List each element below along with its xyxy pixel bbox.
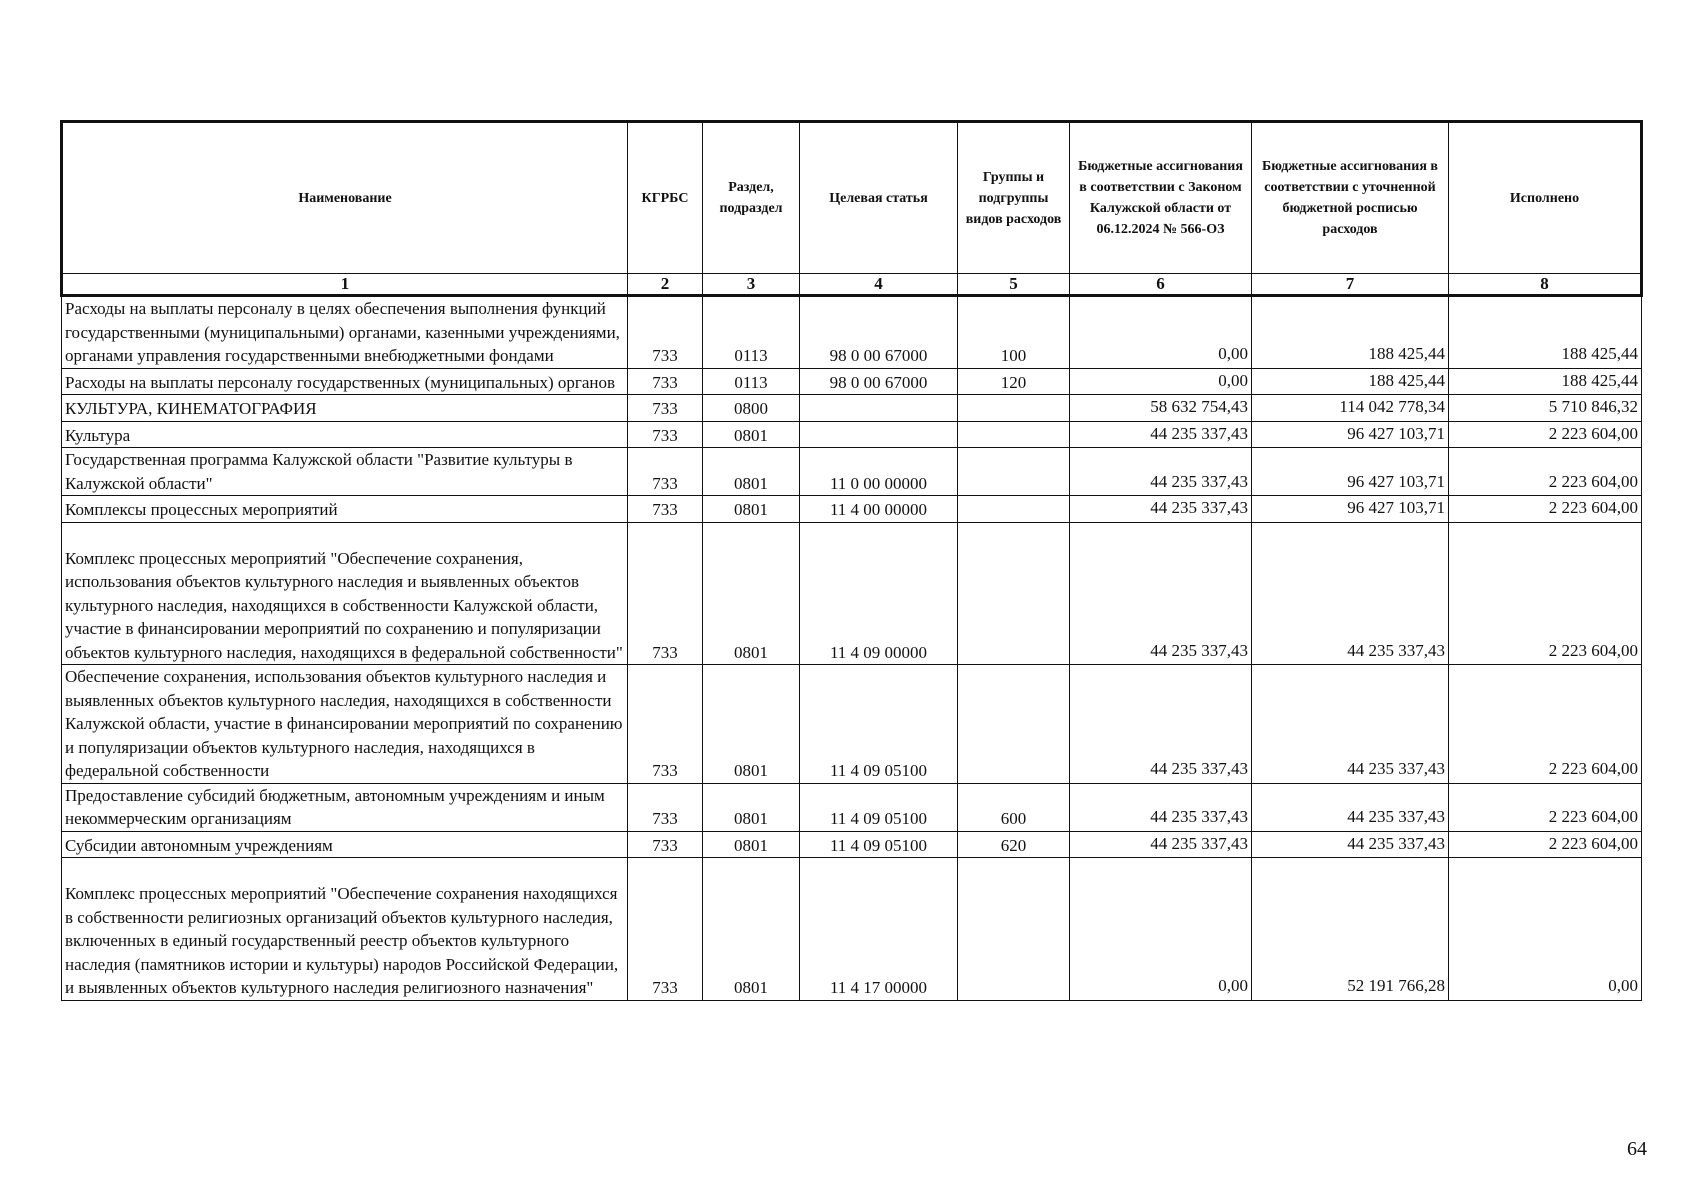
row-refined-amount: 44 235 337,43 <box>1252 665 1449 784</box>
column-number: 5 <box>958 274 1070 296</box>
row-refined-amount: 44 235 337,43 <box>1252 522 1449 665</box>
row-section: 0801 <box>703 522 800 665</box>
row-law-amount: 0,00 <box>1070 296 1252 369</box>
row-section: 0801 <box>703 496 800 523</box>
table-row <box>62 522 1642 665</box>
table-row <box>62 421 1642 448</box>
row-name: КУЛЬТУРА, КИНЕМАТОГРАФИЯ <box>62 395 628 422</box>
row-target: 11 4 00 00000 <box>800 496 958 523</box>
row-refined-amount: 96 427 103,71 <box>1252 448 1449 496</box>
row-kgrbs: 733 <box>628 421 703 448</box>
page-number: 64 <box>1627 1138 1647 1160</box>
row-executed-amount: 2 223 604,00 <box>1449 448 1642 496</box>
row-kgrbs: 733 <box>628 448 703 496</box>
row-kgrbs: 733 <box>628 296 703 369</box>
row-refined-amount: 96 427 103,71 <box>1252 496 1449 523</box>
header-name: Наименование <box>62 122 628 274</box>
row-target <box>800 421 958 448</box>
row-executed-amount: 5 710 846,32 <box>1449 395 1642 422</box>
row-executed-amount: 2 223 604,00 <box>1449 783 1642 831</box>
row-law-amount: 44 235 337,43 <box>1070 496 1252 523</box>
row-target: 11 4 09 05100 <box>800 665 958 784</box>
row-law-amount: 44 235 337,43 <box>1070 831 1252 858</box>
column-number: 6 <box>1070 274 1252 296</box>
row-section: 0801 <box>703 783 800 831</box>
header-executed: Исполнено <box>1449 122 1642 274</box>
row-target: 11 0 00 00000 <box>800 448 958 496</box>
header-row <box>62 122 1642 274</box>
row-executed-amount: 2 223 604,00 <box>1449 831 1642 858</box>
table-row <box>62 496 1642 523</box>
row-group <box>958 448 1070 496</box>
row-group <box>958 522 1070 665</box>
table-row <box>62 858 1642 1001</box>
table-row <box>62 395 1642 422</box>
row-law-amount: 44 235 337,43 <box>1070 522 1252 665</box>
table-row <box>62 665 1642 784</box>
row-name: Расходы на выплаты персоналу в целях обеспечения выполнения функций государственными (муниципальными) органами, казенными учреждениями, органами управления государственными внебюджетными фондами <box>62 296 628 369</box>
row-name: Предоставление субсидий бюджетным, автономным учреждениям и иным некоммерческим организациям <box>62 783 628 831</box>
row-refined-amount: 114 042 778,34 <box>1252 395 1449 422</box>
row-name: Комплекс процессных мероприятий "Обеспечение сохранения, использования объектов культурного наследия и выявленных объектов культурного наследия, находящихся в собственности Калужской области, участие в финансировании мероприятий по сохранению и популяризации объектов культурного наследия, находящихся в федеральной собственности" <box>62 522 628 665</box>
row-name: Культура <box>62 421 628 448</box>
row-law-amount: 44 235 337,43 <box>1070 665 1252 784</box>
row-refined-amount: 188 425,44 <box>1252 296 1449 369</box>
row-kgrbs: 733 <box>628 496 703 523</box>
row-name: Комплекс процессных мероприятий "Обеспечение сохранения находящихся в собственности религиозных организаций объектов культурного наследия, включенных в единый государственный реестр объектов культурного наследия (памятников истории и культуры) народов Российской Федерации, и выявленных объектов культурного наследия религиозного назначения" <box>62 858 628 1001</box>
row-law-amount: 58 632 754,43 <box>1070 395 1252 422</box>
row-kgrbs: 733 <box>628 783 703 831</box>
row-group <box>958 395 1070 422</box>
row-law-amount: 0,00 <box>1070 368 1252 395</box>
row-section: 0801 <box>703 858 800 1001</box>
row-target: 11 4 17 00000 <box>800 858 958 1001</box>
row-refined-amount: 44 235 337,43 <box>1252 783 1449 831</box>
row-kgrbs: 733 <box>628 522 703 665</box>
row-group <box>958 421 1070 448</box>
row-group: 120 <box>958 368 1070 395</box>
row-section: 0801 <box>703 421 800 448</box>
row-executed-amount: 188 425,44 <box>1449 368 1642 395</box>
header-refined: Бюджетные ассигнования в соответствии с уточненной бюджетной росписью расходов <box>1252 122 1449 274</box>
row-executed-amount: 0,00 <box>1449 858 1642 1001</box>
row-kgrbs: 733 <box>628 831 703 858</box>
row-section: 0801 <box>703 665 800 784</box>
row-name: Субсидии автономным учреждениям <box>62 831 628 858</box>
row-target: 98 0 00 67000 <box>800 296 958 369</box>
row-target: 11 4 09 05100 <box>800 831 958 858</box>
header-kgrbs: КГРБС <box>628 122 703 274</box>
row-refined-amount: 96 427 103,71 <box>1252 421 1449 448</box>
column-number-row <box>62 274 1642 296</box>
row-kgrbs: 733 <box>628 395 703 422</box>
row-kgrbs: 733 <box>628 368 703 395</box>
row-section: 0113 <box>703 368 800 395</box>
row-executed-amount: 188 425,44 <box>1449 296 1642 369</box>
row-target: 11 4 09 05100 <box>800 783 958 831</box>
column-number: 1 <box>62 274 628 296</box>
row-law-amount: 44 235 337,43 <box>1070 783 1252 831</box>
row-group: 100 <box>958 296 1070 369</box>
table-row <box>62 831 1642 858</box>
header-law: Бюджетные ассигнования в соответствии с Законом Калужской области от 06.12.2024 № 566-ОЗ <box>1070 122 1252 274</box>
row-executed-amount: 2 223 604,00 <box>1449 421 1642 448</box>
row-group <box>958 496 1070 523</box>
row-law-amount: 44 235 337,43 <box>1070 448 1252 496</box>
column-number: 4 <box>800 274 958 296</box>
row-name: Обеспечение сохранения, использования объектов культурного наследия и выявленных объектов культурного наследия, находящихся в собственности Калужской области, участие в финансировании мероприятий по сохранению и популяризации объектов культурного наследия, находящихся в федеральной собственности <box>62 665 628 784</box>
row-kgrbs: 733 <box>628 665 703 784</box>
row-law-amount: 0,00 <box>1070 858 1252 1001</box>
row-name: Государственная программа Калужской области "Развитие культуры в Калужской области" <box>62 448 628 496</box>
row-name: Комплексы процессных мероприятий <box>62 496 628 523</box>
row-group: 600 <box>958 783 1070 831</box>
row-executed-amount: 2 223 604,00 <box>1449 522 1642 665</box>
row-group <box>958 858 1070 1001</box>
row-section: 0113 <box>703 296 800 369</box>
row-target: 98 0 00 67000 <box>800 368 958 395</box>
row-name: Расходы на выплаты персоналу государственных (муниципальных) органов <box>62 368 628 395</box>
table-row <box>62 368 1642 395</box>
table-row <box>62 448 1642 496</box>
budget-table <box>60 120 1643 1001</box>
table-row <box>62 296 1642 369</box>
header-section: Раздел, подраздел <box>703 122 800 274</box>
row-executed-amount: 2 223 604,00 <box>1449 665 1642 784</box>
header-target: Целевая статья <box>800 122 958 274</box>
row-target: 11 4 09 00000 <box>800 522 958 665</box>
row-group: 620 <box>958 831 1070 858</box>
column-number: 8 <box>1449 274 1642 296</box>
row-group <box>958 665 1070 784</box>
column-number: 7 <box>1252 274 1449 296</box>
row-section: 0801 <box>703 448 800 496</box>
column-number: 2 <box>628 274 703 296</box>
header-group: Группы и подгруппы видов расходов <box>958 122 1070 274</box>
row-target <box>800 395 958 422</box>
row-refined-amount: 188 425,44 <box>1252 368 1449 395</box>
row-kgrbs: 733 <box>628 858 703 1001</box>
row-executed-amount: 2 223 604,00 <box>1449 496 1642 523</box>
table-row <box>62 783 1642 831</box>
row-law-amount: 44 235 337,43 <box>1070 421 1252 448</box>
column-number: 3 <box>703 274 800 296</box>
row-refined-amount: 44 235 337,43 <box>1252 831 1449 858</box>
row-section: 0801 <box>703 831 800 858</box>
row-refined-amount: 52 191 766,28 <box>1252 858 1449 1001</box>
row-section: 0800 <box>703 395 800 422</box>
